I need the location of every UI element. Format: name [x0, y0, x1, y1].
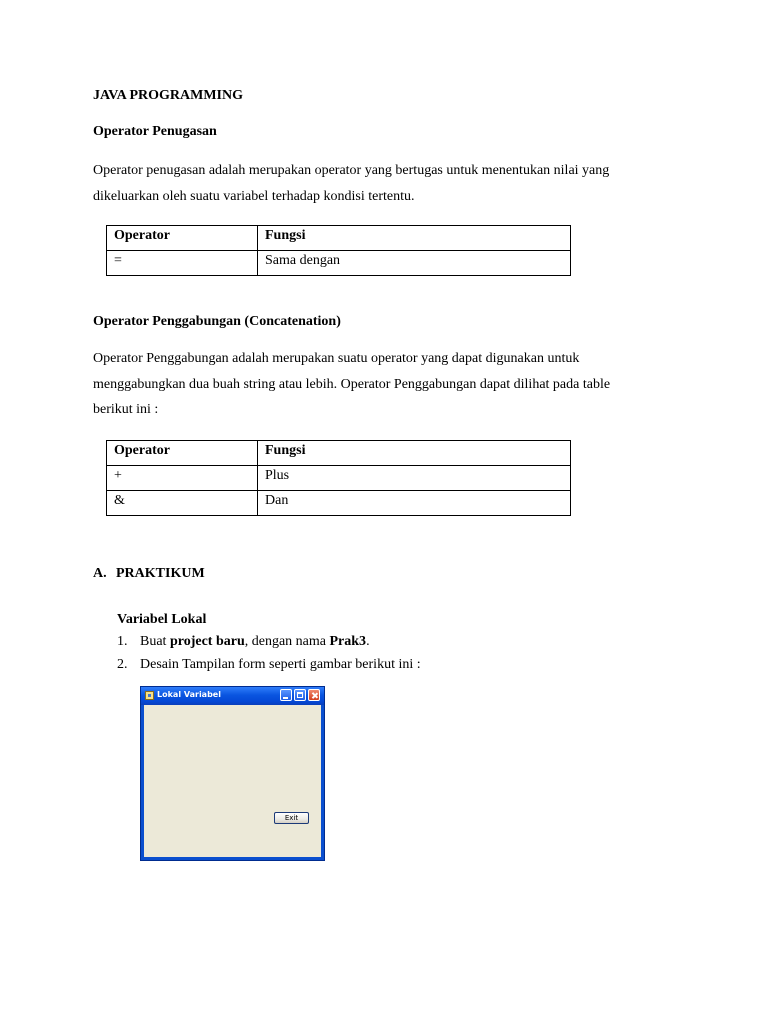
table-header-cell: Fungsi [258, 226, 571, 251]
table-cell: Dan [258, 491, 571, 516]
table-cell: + [107, 466, 258, 491]
doc-title: JAVA PROGRAMMING [93, 88, 243, 103]
app-icon [145, 691, 154, 700]
form-window-screenshot [140, 686, 325, 861]
paragraph-penugasan [93, 158, 683, 209]
section-heading-penugasan: Operator Penugasan [93, 124, 217, 139]
list-number: 2. [117, 657, 128, 672]
table-header-row [107, 226, 571, 251]
table-penggabungan [106, 440, 571, 516]
step-text: Desain Tampilan form seperti gambar berikut ini : [140, 657, 421, 672]
step-bold-text: project baru [169, 634, 245, 649]
form-client-area [144, 705, 321, 857]
table-penugasan [106, 225, 571, 276]
section-heading-praktikum [93, 566, 205, 582]
window-titlebar [141, 687, 324, 705]
table-header-cell: Fungsi [258, 441, 571, 466]
step-text: Buat [140, 634, 170, 649]
list-number: 1. [117, 634, 128, 649]
table-row [107, 251, 571, 276]
close-icon[interactable] [308, 689, 320, 701]
table-cell: & [107, 491, 258, 516]
table-header-cell: Operator [107, 441, 258, 466]
list-item [117, 633, 421, 656]
table-row [107, 466, 571, 491]
table-cell: = [107, 251, 258, 276]
paragraph-line: menggabungkan dua buah string atau lebih. Operator Penggabungan dapat dilihat pada table [93, 376, 611, 392]
paragraph-line: Operator penugasan adalah merupakan operator yang bertugas untuk menentukan nilai yang [93, 163, 610, 178]
step-text: . [366, 634, 370, 649]
table-header-cell: Operator [107, 226, 258, 251]
subheading-variabel-lokal: Variabel Lokal [117, 612, 207, 627]
steps-list [117, 633, 421, 679]
step-bold-text: Prak3 [329, 634, 367, 649]
window-title: Lokal Variabel [157, 690, 221, 699]
exit-button[interactable]: Exit [274, 812, 309, 824]
paragraph-penggabungan [93, 346, 683, 423]
paragraph-line: dikeluarkan oleh suatu variabel terhadap kondisi tertentu. [93, 188, 415, 204]
heading-text: PRAKTIKUM [116, 566, 205, 581]
paragraph-line: berikut ini : [93, 402, 159, 417]
table-header-row [107, 441, 571, 466]
heading-number: A. [93, 566, 107, 581]
paragraph-line: Operator Penggabungan adalah merupakan suatu operator yang dapat digunakan untuk [93, 351, 580, 366]
table-cell: Sama dengan [258, 251, 571, 276]
table-cell: Plus [258, 466, 571, 491]
maximize-icon[interactable] [294, 689, 306, 701]
step-text: , dengan nama [244, 634, 330, 649]
list-item [117, 656, 421, 679]
minimize-icon[interactable] [280, 689, 292, 701]
section-heading-penggabungan: Operator Penggabungan (Concatenation) [93, 314, 341, 329]
table-row [107, 491, 571, 516]
